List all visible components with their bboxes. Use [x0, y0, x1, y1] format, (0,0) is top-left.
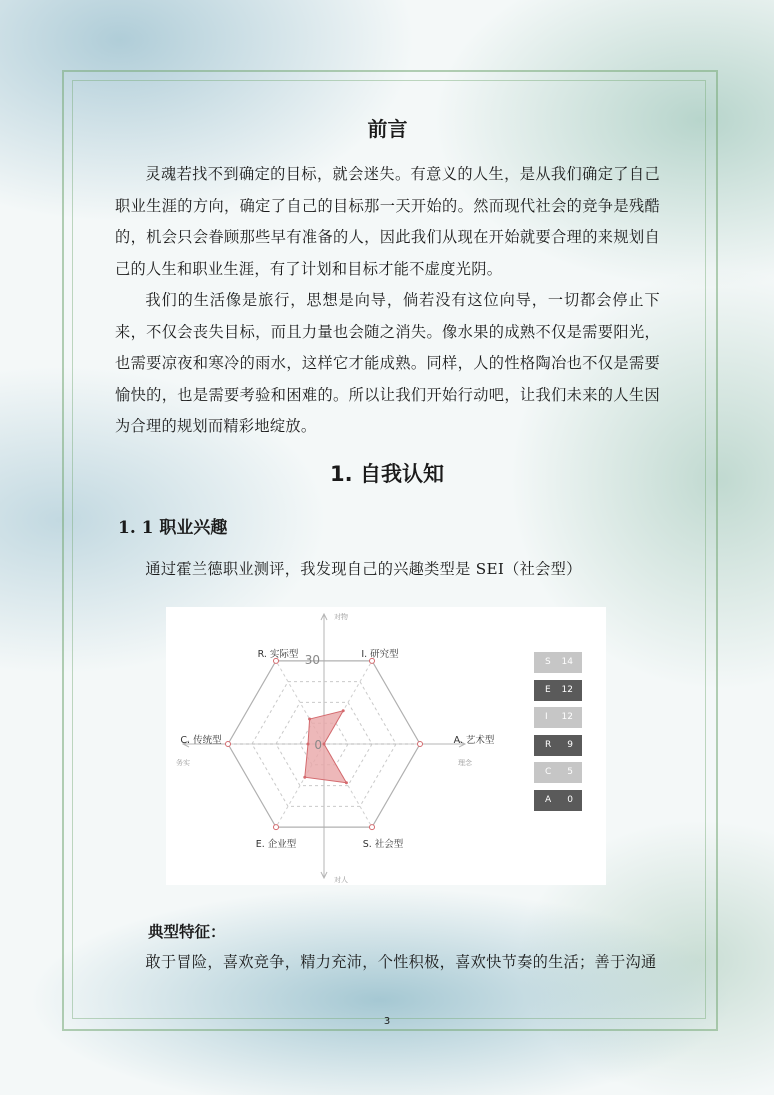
legend-item-a [534, 790, 582, 811]
data-point-4 [345, 781, 348, 784]
legend-item-c [534, 762, 582, 783]
legend-item-e [534, 680, 582, 701]
features-text: 敢于冒险，喜欢竞争，精力充沛，个性积极，喜欢快节奏的生活；善于沟通 [145, 953, 657, 971]
legend-code: R [545, 739, 552, 750]
data-point-3 [323, 743, 326, 746]
data-point-5 [303, 776, 306, 779]
scale-label-min: 0 [314, 738, 322, 752]
axis-label-top: 对物 [334, 613, 348, 621]
vertex-marker-6 [226, 742, 231, 747]
data-point-1 [308, 718, 311, 721]
legend-code: I [545, 712, 548, 722]
legend-item-s [534, 652, 582, 673]
category-label-1: R. 实际型 [257, 649, 299, 660]
preface-paragraph-1: 灵魂若找不到确定的目标，就会迷失。有意义的人生，是从我们确定了自己职业生涯的方向，确定了自己的目标那一天开始的。然而现代社会的竞争是残酷的，机会只会眷顾那些早有准备的人，因此我们从现在开始就要合理的来规划自己的人生和职业生涯，有了计划和目标才能不虚度光阴。 [115, 165, 660, 278]
axis-label-left: 务实 [176, 759, 190, 767]
legend-code: E [545, 684, 551, 695]
category-label-3: A. 艺术型 [453, 735, 495, 746]
legend-score: 12 [561, 684, 573, 695]
preface-paragraph-2: 我们的生活像是旅行，思想是向导，倘若没有这位向导，一切都会停止下来，不仅会丧失目标，而且力量也会随之消失。像水果的成熟不仅是需要阳光，也需要凉夜和寒冷的雨水，这样它才能成熟。同样，人的性格陶冶也不仅是需要愉快的，也是需要考验和困难的。所以让我们开始行动吧，让我们未来的人生因为合理的规划而精彩地绽放。 [115, 291, 660, 435]
vertex-marker-5 [274, 825, 279, 830]
vertex-marker-4 [370, 825, 375, 830]
data-area [305, 711, 347, 783]
axis-label-right: 理念 [458, 759, 472, 767]
legend-score: 14 [561, 657, 573, 667]
axis-label-bottom: 对人 [334, 876, 348, 884]
legend-code: S [545, 657, 551, 667]
category-label-2: I. 研究型 [361, 649, 399, 660]
category-label-5: E. 企业型 [255, 839, 297, 850]
legend-code: C [545, 767, 552, 777]
legend-code: A [545, 794, 552, 805]
legend-score: 0 [567, 794, 573, 805]
legend-score: 5 [567, 767, 573, 777]
data-point-2 [342, 709, 345, 712]
subsection-title: 1. 1 职业兴趣 [118, 518, 228, 538]
category-label-4: S. 社会型 [362, 839, 404, 850]
features-heading: 典型特征： [148, 922, 226, 941]
page-number: 3 [383, 1016, 391, 1027]
legend-score: 9 [567, 739, 573, 750]
scale-label-max: 30 [304, 653, 320, 667]
legend-score: 12 [561, 712, 573, 722]
preface-title: 前言 [367, 117, 408, 141]
interest-intro: 通过霍兰德职业测评，我发现自己的兴趣类型是 SEI（社会型） [145, 560, 582, 578]
legend-item-i [534, 707, 582, 728]
legend-item-r [534, 735, 582, 756]
section-title: 1. 自我认知 [330, 462, 444, 486]
vertex-marker-3 [418, 742, 423, 747]
data-point-6 [307, 743, 310, 746]
category-label-6: C. 传统型 [180, 735, 222, 746]
page-content [115, 112, 660, 443]
